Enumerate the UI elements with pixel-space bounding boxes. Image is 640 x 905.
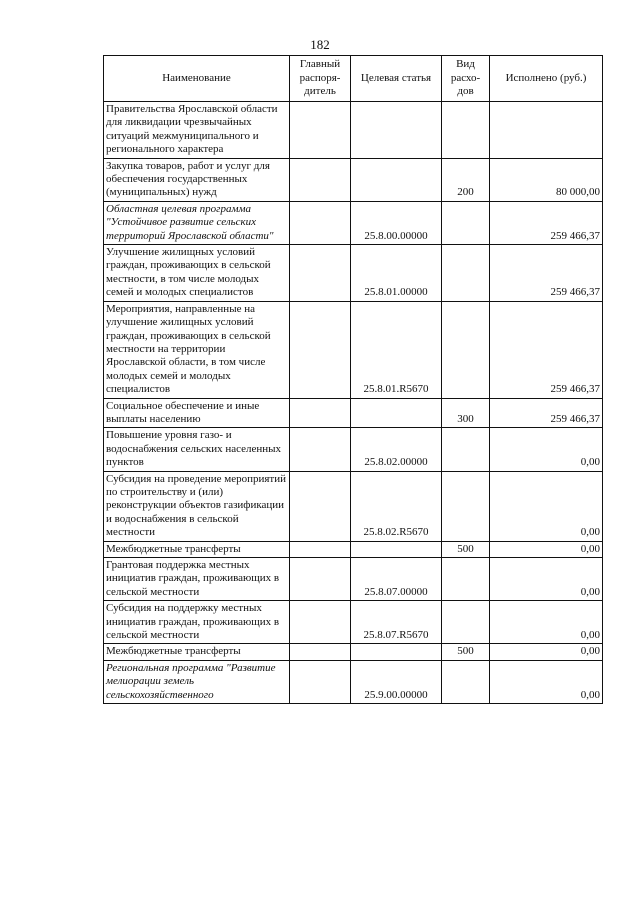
- table-row: [104, 428, 603, 471]
- table-body: [104, 102, 603, 704]
- row-expense-type: [442, 660, 490, 703]
- row-target-code: 25.8.07.00000: [351, 558, 442, 601]
- row-name: Улучшение жилищных условий граждан, проживающих в сельской местности, в том числе молодых семей и молодых специалистов: [104, 245, 290, 302]
- table-row: [104, 398, 603, 428]
- row-admin: [290, 471, 351, 541]
- row-expense-type: [442, 471, 490, 541]
- row-expense-type: [442, 558, 490, 601]
- table-row: [104, 601, 603, 644]
- table-row: [104, 644, 603, 660]
- row-target-code: [351, 158, 442, 201]
- row-name: Повышение уровня газо- и водоснабжения сельских населенных пунктов: [104, 428, 290, 471]
- row-expense-type: 500: [442, 541, 490, 557]
- row-admin: [290, 398, 351, 428]
- row-amount: 0,00: [490, 471, 603, 541]
- row-admin: [290, 102, 351, 159]
- row-target-code: 25.9.00.00000: [351, 660, 442, 703]
- row-target-code: [351, 398, 442, 428]
- table-header: [104, 56, 603, 102]
- row-admin: [290, 201, 351, 244]
- header-target: Целевая статья: [351, 56, 442, 102]
- header-type: Вид расхо-дов: [442, 56, 490, 102]
- row-name: Закупка товаров, работ и услуг для обеспечения государственных (муниципальных) нужд: [104, 158, 290, 201]
- row-admin: [290, 601, 351, 644]
- row-admin: [290, 301, 351, 398]
- row-name: Мероприятия, направленные на улучшение жилищных условий граждан, проживающих в сельской местности на территории Ярославской области, в том числе молодых семей и молодых специалистов: [104, 301, 290, 398]
- row-amount: 0,00: [490, 558, 603, 601]
- row-expense-type: [442, 201, 490, 244]
- row-expense-type: 300: [442, 398, 490, 428]
- row-expense-type: 200: [442, 158, 490, 201]
- header-row: [104, 56, 603, 102]
- page-number: 182: [310, 37, 330, 52]
- row-amount: 259 466,37: [490, 245, 603, 302]
- row-expense-type: [442, 601, 490, 644]
- header-amount: Исполнено (руб.): [490, 56, 603, 102]
- table-row: [104, 471, 603, 541]
- row-expense-type: [442, 102, 490, 159]
- row-name: Грантовая поддержка местных инициатив граждан, проживающих в сельской местности: [104, 558, 290, 601]
- row-name: Межбюджетные трансферты: [104, 541, 290, 557]
- row-amount: 259 466,37: [490, 201, 603, 244]
- row-admin: [290, 558, 351, 601]
- row-admin: [290, 644, 351, 660]
- row-target-code: 25.8.00.00000: [351, 201, 442, 244]
- row-amount: 259 466,37: [490, 398, 603, 428]
- row-admin: [290, 158, 351, 201]
- row-target-code: [351, 102, 442, 159]
- row-name: Межбюджетные трансферты: [104, 644, 290, 660]
- header-admin: Главный распоря-дитель: [290, 56, 351, 102]
- row-admin: [290, 245, 351, 302]
- table-row: [104, 660, 603, 703]
- row-name: Областная целевая программа "Устойчивое развитие сельских территорий Ярославской области": [104, 201, 290, 244]
- row-expense-type: [442, 301, 490, 398]
- table-row: [104, 301, 603, 398]
- table-row: [104, 158, 603, 201]
- row-amount: 0,00: [490, 660, 603, 703]
- table-row: [104, 245, 603, 302]
- row-expense-type: [442, 245, 490, 302]
- row-target-code: 25.8.02.00000: [351, 428, 442, 471]
- row-amount: 0,00: [490, 644, 603, 660]
- row-admin: [290, 660, 351, 703]
- row-amount: 0,00: [490, 601, 603, 644]
- row-amount: 80 000,00: [490, 158, 603, 201]
- row-admin: [290, 428, 351, 471]
- table-row: [104, 558, 603, 601]
- row-admin: [290, 541, 351, 557]
- row-amount: [490, 102, 603, 159]
- table-row: [104, 102, 603, 159]
- row-amount: 259 466,37: [490, 301, 603, 398]
- row-target-code: [351, 644, 442, 660]
- row-amount: 0,00: [490, 541, 603, 557]
- row-target-code: [351, 541, 442, 557]
- row-target-code: 25.8.07.R5670: [351, 601, 442, 644]
- row-name: Субсидия на поддержку местных инициатив граждан, проживающих в сельской местности: [104, 601, 290, 644]
- header-name: Наименование: [104, 56, 290, 102]
- row-target-code: 25.8.01.R5670: [351, 301, 442, 398]
- row-name: Социальное обеспечение и иные выплаты населению: [104, 398, 290, 428]
- budget-table: [103, 55, 603, 704]
- row-expense-type: [442, 428, 490, 471]
- row-target-code: 25.8.02.R5670: [351, 471, 442, 541]
- row-amount: 0,00: [490, 428, 603, 471]
- row-name: Правительства Ярославской области для ликвидации чрезвычайных ситуаций межмуниципального и регионального характера: [104, 102, 290, 159]
- row-name: Региональная программа "Развитие мелиорации земель сельскохозяйственного: [104, 660, 290, 703]
- row-name: Субсидия на проведение мероприятий по строительству и (или) реконструкции объектов газификации и водоснабжения в сельской местности: [104, 471, 290, 541]
- table-row: [104, 201, 603, 244]
- table-row: [104, 541, 603, 557]
- row-target-code: 25.8.01.00000: [351, 245, 442, 302]
- row-expense-type: 500: [442, 644, 490, 660]
